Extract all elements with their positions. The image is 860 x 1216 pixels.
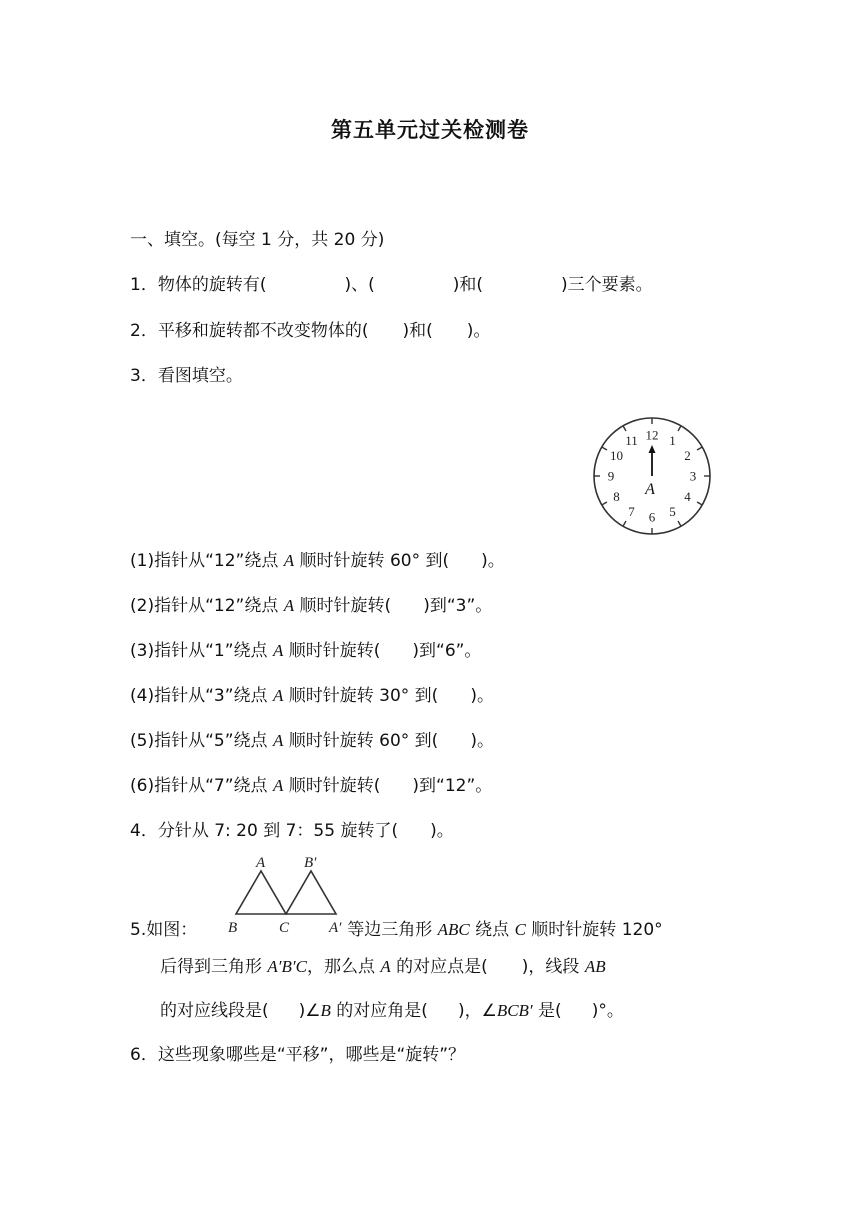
section-heading: 一、填空。(每空 1 分，共 20 分) — [130, 230, 385, 250]
clock-number: 4 — [684, 489, 691, 504]
clock-number: 8 — [613, 489, 620, 504]
clock-tick — [623, 426, 626, 431]
question-6: 6．这些现象哪些是“平移”，哪些是“旋转”？ — [130, 1045, 466, 1065]
clock-tick — [602, 502, 607, 505]
clock-number: 10 — [609, 448, 623, 463]
clock-tick — [602, 447, 607, 450]
question-3-5: (5)指针从“5”绕点 A 顺时针旋转 60° 到( )。 — [130, 731, 494, 751]
question-number: 6． — [130, 1045, 158, 1065]
clock-number: 2 — [684, 448, 691, 463]
question-3-1: (1)指针从“12”绕点 A 顺时针旋转 60° 到( )。 — [130, 551, 505, 571]
clock-figure — [590, 414, 714, 538]
question-3-4: (4)指针从“3”绕点 A 顺时针旋转 30° 到( )。 — [130, 686, 494, 706]
label-a: A — [256, 855, 266, 871]
label-b: B — [228, 920, 238, 936]
clock-tick — [697, 447, 702, 450]
clock-number: 7 — [628, 504, 635, 520]
label-c: C — [279, 920, 290, 936]
triangle-a-prime-b-prime-c — [286, 871, 336, 914]
question-number: 5. — [130, 920, 147, 940]
clock-number: 12 — [645, 427, 659, 443]
clock-tick — [678, 426, 681, 431]
hand-arrow — [649, 445, 656, 453]
clock-number: 9 — [607, 468, 615, 484]
page-title: 第五单元过关检测卷 — [331, 118, 529, 142]
question-number: 1． — [130, 275, 158, 295]
question-3-2: (2)指针从“12”绕点 A 顺时针旋转( )到“3”。 — [130, 596, 493, 616]
question-3-6: (6)指针从“7”绕点 A 顺时针旋转( )到“12”。 — [130, 776, 493, 796]
triangle-abc — [236, 871, 286, 914]
question-1: 1．物体的旋转有( )、( )和( )三个要素。 — [130, 275, 653, 295]
clock-number: 3 — [689, 468, 697, 484]
question-5-line-2: 后得到三角形 A′B′C，那么点 A 的对应点是( )，线段 AB — [160, 957, 606, 977]
label-a-prime: A′ — [329, 920, 342, 936]
label-b-prime: B′ — [304, 855, 317, 871]
question-number: 2． — [130, 321, 158, 341]
clock-number: 11 — [625, 432, 638, 448]
clock-number: 5 — [669, 504, 676, 520]
clock-tick — [678, 521, 681, 526]
clock-tick — [697, 502, 702, 505]
question-4: 4．分针从 7: 20 到 7：55 旋转了( )。 — [130, 821, 454, 841]
clock-tick — [623, 521, 626, 526]
question-3-3: (3)指针从“1”绕点 A 顺时针旋转( )到“6”。 — [130, 641, 482, 661]
question-number: 4． — [130, 821, 158, 841]
center-label: A — [645, 481, 655, 498]
clock-number: 1 — [669, 432, 676, 448]
question-2: 2．平移和旋转都不改变物体的( )和( )。 — [130, 321, 491, 341]
question-5-line-3: 的对应线段是( )∠B 的对应角是( )，∠BCB′ 是( )°。 — [160, 1001, 624, 1021]
question-number: 3． — [130, 366, 158, 386]
question-3: 3．看图填空。 — [130, 366, 243, 386]
clock-number: 6 — [648, 509, 656, 525]
question-5-line-1: 5.如图： 等边三角形 ABC 绕点 C 顺时针旋转 120° — [130, 920, 663, 940]
